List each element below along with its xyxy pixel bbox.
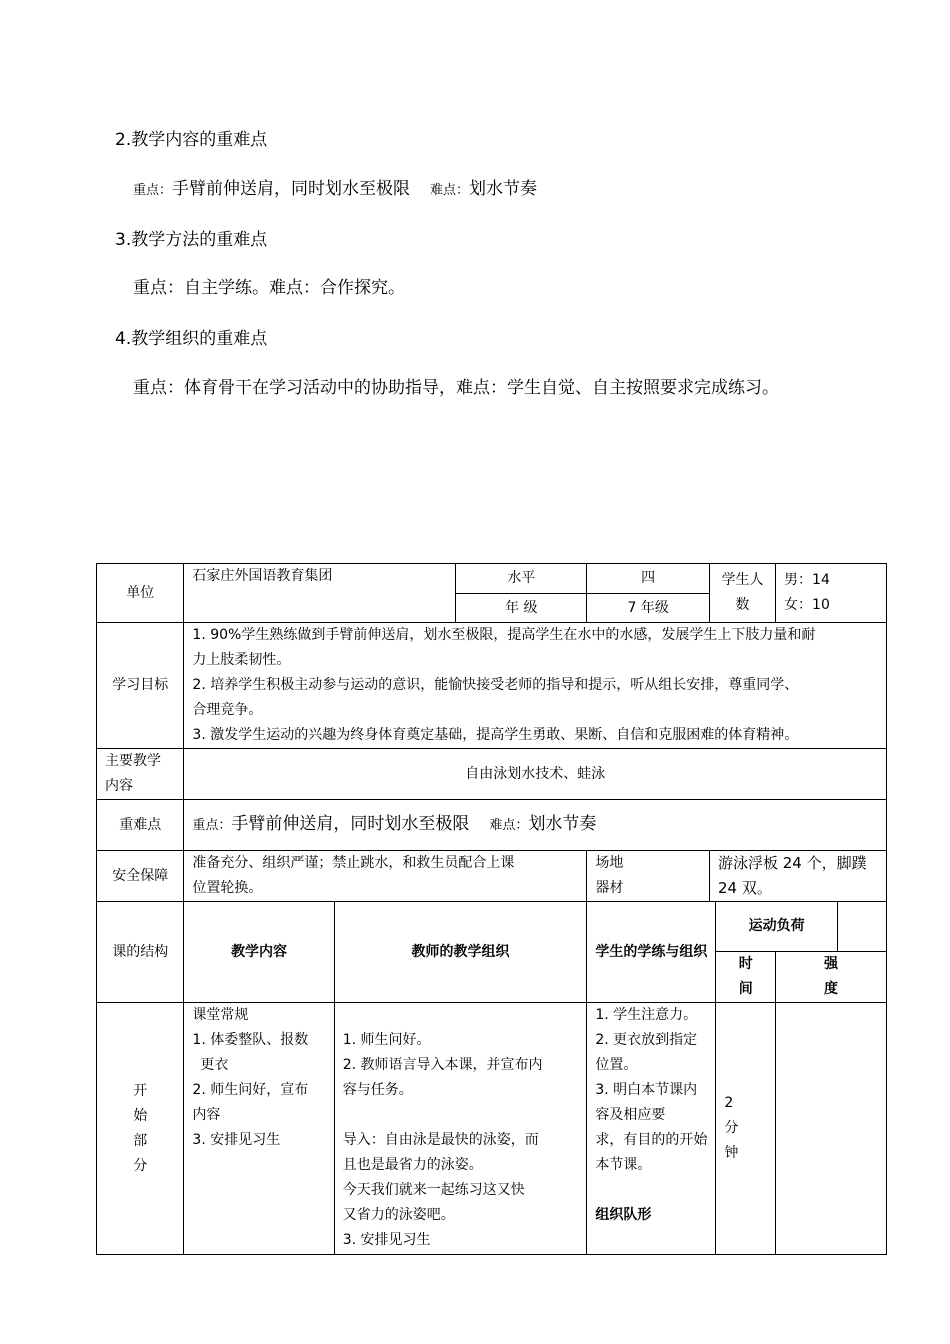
key-tag: 重点： xyxy=(133,183,173,198)
header-content: 教学内容 xyxy=(184,902,334,1003)
male-count: 男：14 xyxy=(784,572,830,588)
students-label: 学生人数 xyxy=(709,564,775,623)
female-count: 女：10 xyxy=(784,597,830,613)
goal-line: 3. 激发学生运动的兴趣为终身体育奠定基础，提高学生勇敢、果断、自信和克服困难的体育精神。 xyxy=(192,727,799,743)
difficulty-tag: 难点： xyxy=(489,818,529,833)
key-tag: 重点： xyxy=(192,818,232,833)
start-content: 课堂常规 1. 体委整队、报数 更衣 2. 师生问好，宣布 内容 3. 安排见习生 xyxy=(184,1003,334,1255)
header-time: 时 间 xyxy=(716,952,776,1003)
level-label: 水平 xyxy=(456,564,587,594)
organization-formation: 组织队形 xyxy=(595,1207,652,1223)
key-difficulty-label: 重难点 xyxy=(97,800,184,851)
venue-value: 游泳浮板 24 个，脚蹼 24 双。 xyxy=(709,851,886,902)
grade-value: 7 年级 xyxy=(587,594,710,623)
section-4-heading: 4.教学组织的重难点 xyxy=(115,329,268,349)
section-2-heading: 2.教学内容的重难点 xyxy=(115,130,268,150)
goals-label: 学习目标 xyxy=(97,623,184,749)
key-difficulty-value xyxy=(184,800,887,851)
header-student: 学生的学练与组织 xyxy=(587,902,716,1003)
section-2-text xyxy=(133,174,537,199)
venue-label: 场地 器材 xyxy=(587,851,710,902)
key-text: 手臂前伸送肩，同时划水至极限 xyxy=(172,179,411,199)
header-teacher: 教师的教学组织 xyxy=(334,902,587,1003)
part-start: 开 始 部 分 xyxy=(97,1003,184,1255)
safety-value: 准备充分、组织严谨；禁止跳水，和救生员配合上课 位置轮换。 xyxy=(184,851,587,902)
start-teacher: 1. 师生问好。 2. 教师语言导入本课，并宣布内 容与任务。 导入：自由泳是最快的泳姿，而 且也是最省力的泳姿。 今天我们就来一起练习这又快 又省力的泳姿吧。 3. 安排见习生 xyxy=(334,1003,587,1255)
students-value xyxy=(776,564,887,623)
section-3-heading: 3.教学方法的重难点 xyxy=(115,230,268,250)
section-4-text: 重点：体育骨干在学习活动中的协助指导，难点：学生自觉、自主按照要求完成练习。 xyxy=(133,378,779,398)
start-intensity xyxy=(776,1003,887,1255)
unit-label: 单位 xyxy=(97,564,184,623)
key-text: 手臂前伸送肩，同时划水至极限 xyxy=(231,814,470,834)
header-structure: 课的结构 xyxy=(97,902,184,1003)
goal-line: 2. 培养学生积极主动参与运动的意识，能愉快接受老师的指导和提示，听从组长安排，尊重同学、 xyxy=(192,677,799,693)
level-value: 四 xyxy=(587,564,710,594)
unit-value: 石家庄外国语教育集团 xyxy=(184,564,456,623)
content-label: 主要教学 内容 xyxy=(97,749,184,800)
start-student: 1. 学生注意力。 2. 更衣放到指定位置。 3. 明白本节课内容及相应要 求，有目的的开始本节课。 组织队形 xyxy=(587,1003,716,1255)
start-time: 2 分 钟 xyxy=(716,1003,776,1255)
difficulty-text: 划水节奏 xyxy=(528,814,597,834)
header-intensity: 强 度 xyxy=(776,952,887,1003)
goal-line: 合理竞争。 xyxy=(192,702,263,718)
difficulty-text: 划水节奏 xyxy=(469,179,538,199)
grade-label: 年 级 xyxy=(456,594,587,623)
lesson-plan-table xyxy=(96,563,887,1255)
content-value: 自由泳划水技术、蛙泳 xyxy=(184,749,887,800)
difficulty-tag: 难点： xyxy=(430,183,470,198)
section-3-text: 重点：自主学练。难点：合作探究。 xyxy=(133,278,405,298)
header-load: 运动负荷 xyxy=(716,902,838,952)
safety-label: 安全保障 xyxy=(97,851,184,902)
goal-line: 力上肢柔韧性。 xyxy=(192,652,291,668)
goals-list xyxy=(184,623,887,749)
goal-line: 1. 90%学生熟练做到手臂前伸送肩，划水至极限，提高学生在水中的水感，发展学生上下肢力量和耐 xyxy=(192,627,816,643)
